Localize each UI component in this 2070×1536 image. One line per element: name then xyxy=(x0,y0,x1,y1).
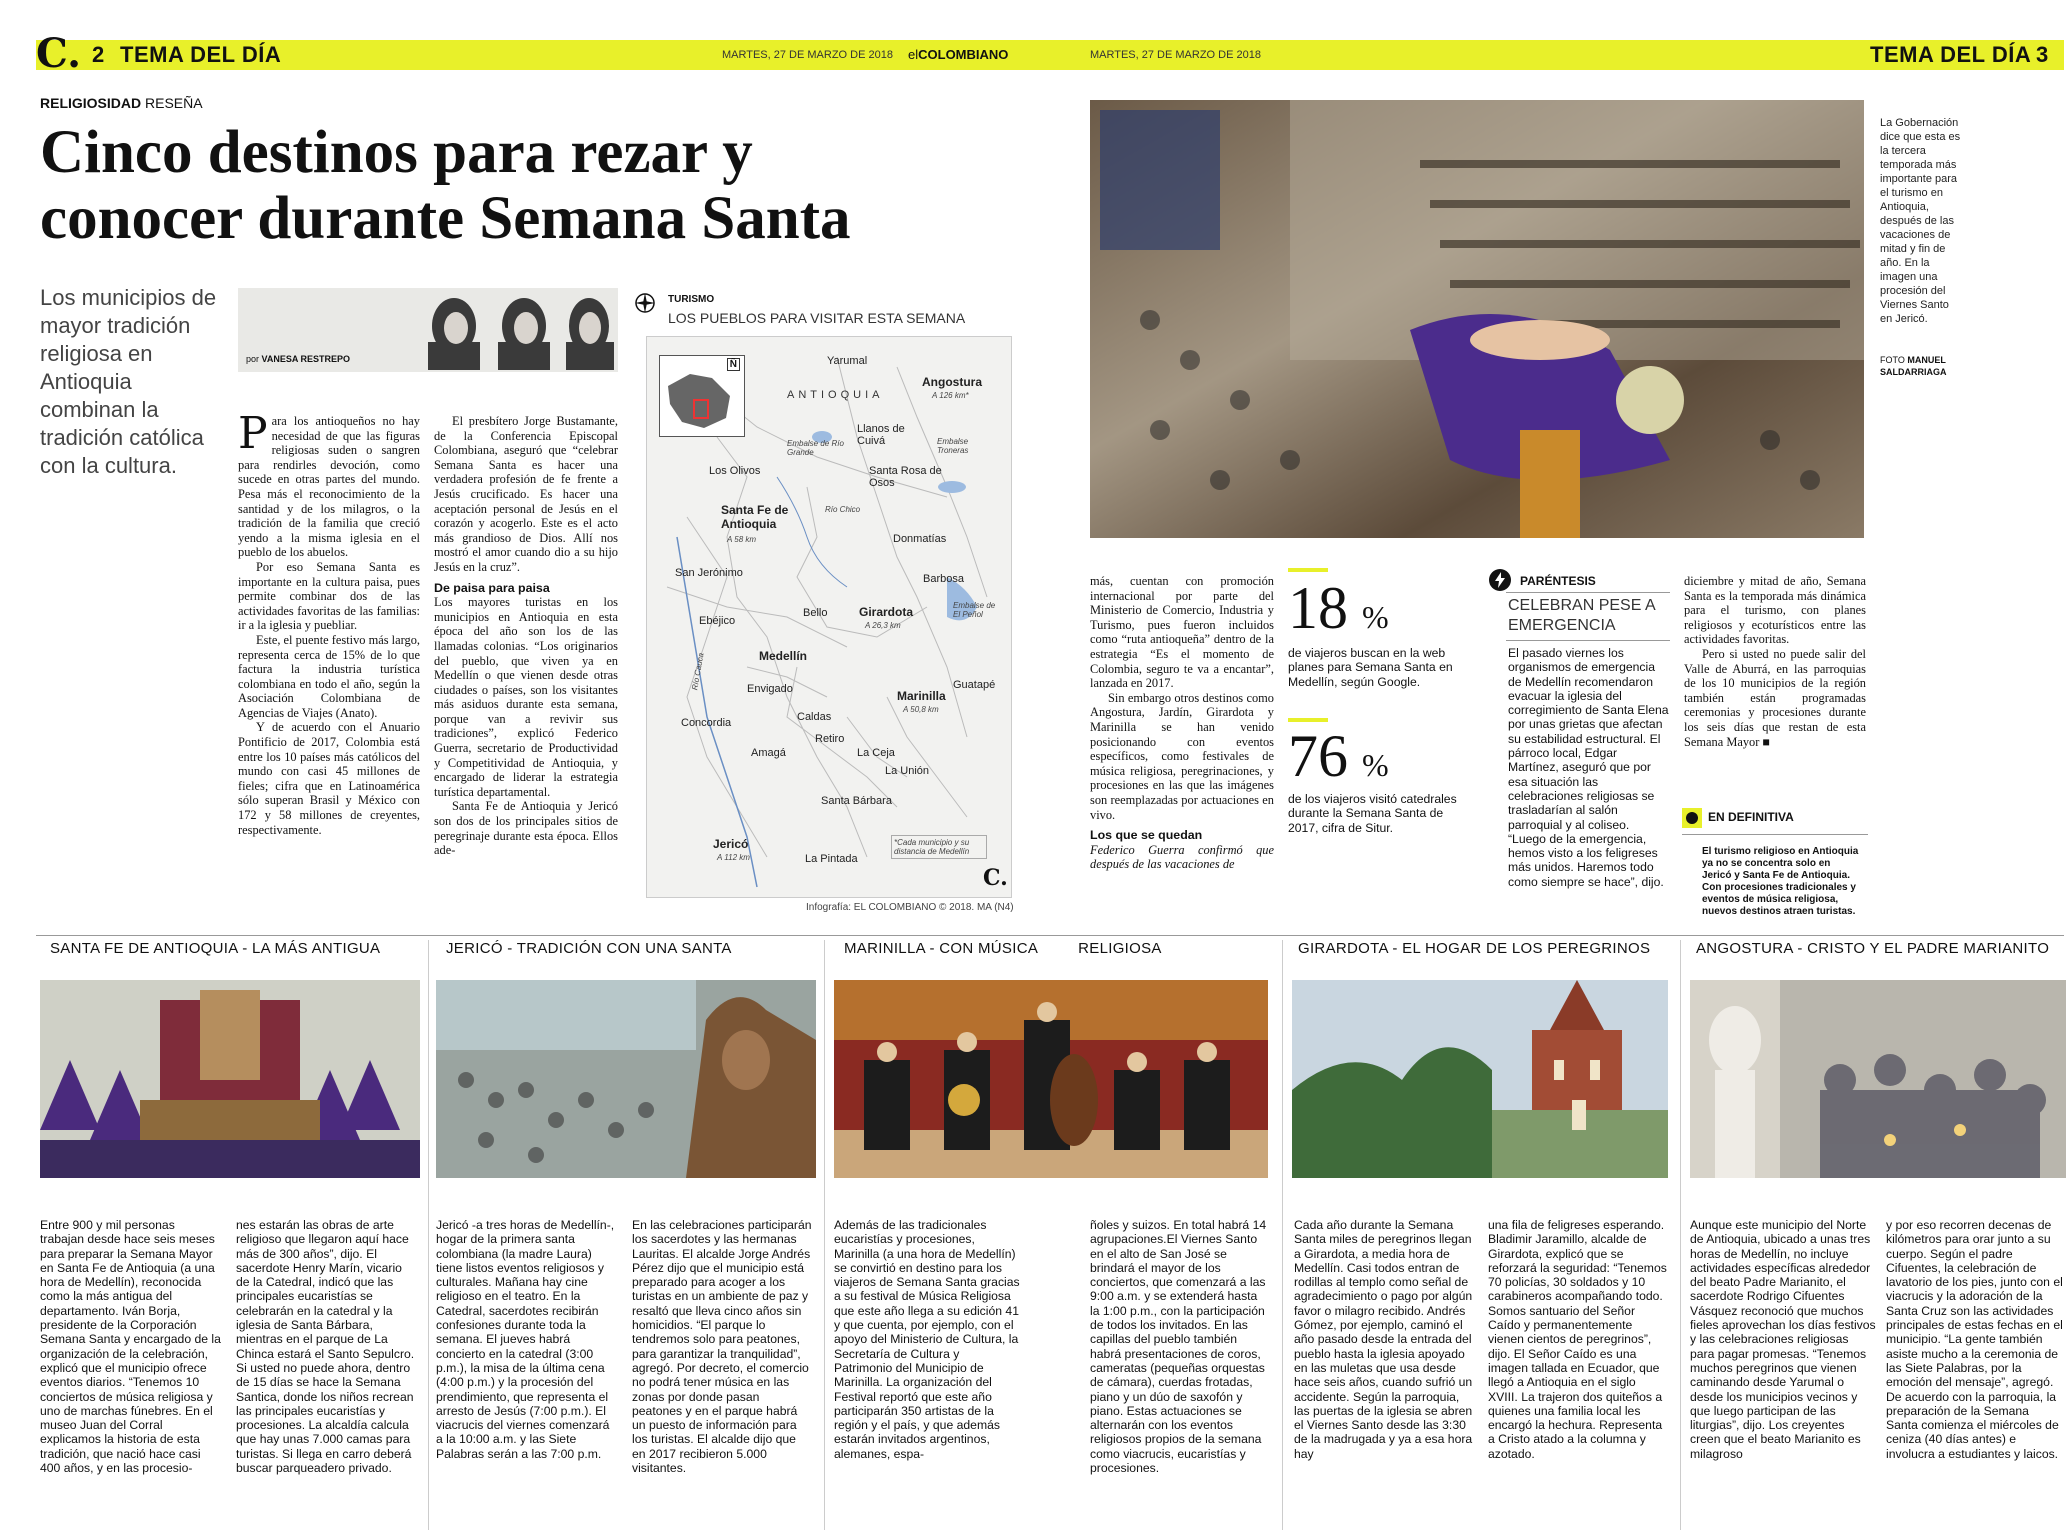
town-santafe: Santa Fe de Antioquia xyxy=(721,503,789,531)
body-column-1: Para los antioqueños no hay necesidad de que las figuras religiosas suden o sangren para rendirles devoción, como sucede en otras partes del mundo. Pesa más el reconocimiento de la santidad y de los milagros, o la tradición de la familia que creció yendo a la misma iglesia en el pueblo de los abuelos. Por eso Semana Santa es importante en la cultura paisa, pues permite combinar dos de las actividades favoritas de las familias: ir a la iglesia y puebliar. Este, el puente festivo más largo, representa cerca de 15% de lo que factura la industria turística colombiana en todo el año, según la Asociación Colombiana de Agencias de Viajes (Anato). Y de acuerdo con el Anuario Pontificio de 2017, Colombia está entre los 10 países más católicos del mundo con casi 45 millones de fieles; cifra que en Latinoamérica sólo superan Brasil y México con 172 y 58 millones de creyentes, respectivamente. xyxy=(238,408,420,837)
author-portraits xyxy=(414,292,614,370)
town-yarumal: Yarumal xyxy=(827,355,868,367)
bottom-title-4: GIRARDOTA - EL HOGAR DE LOS PEREGRINOS xyxy=(1298,940,1651,957)
bottom-text-1a: Entre 900 y mil personas trabajan desde hace seis meses para preparar la Semana Mayor en Santa Fe de Antioquia (a una hora de Medellín), reconocida como la más antigua del departamento. Iván Borja, presidente de la Corporación Semana Santa y encargado de la organización de la celebración, explicó que el municipio ofrece eventos diarios. “Tenemos 10 conciertos de música religiosa y uno de marchas fúnebres. En el museo Juan del Corral explicamos la historia de esta tradición, que nació hace casi 400 años, y en las procesio- xyxy=(40,1218,221,1476)
parentesis-rule xyxy=(1506,592,1670,593)
town-sanjeronimo: San Jerónimo xyxy=(675,567,743,579)
map-title: LOS PUEBLOS PARA VISITAR ESTA SEMANA xyxy=(668,310,966,326)
town-santabarbara: Santa Bárbara xyxy=(821,795,892,807)
bottom-text-3a: Además de las tradicionales eucaristías y procesiones, Marinilla (a una hora de Medellín) se convirtió en destino para los viajeros de Semana Santa gracias a su festival de Música Religiosa que este año llega a su edición 41 y que cuenta, por ejemplo, con el apoyo del Ministerio de Cultura, la Secretaría de Cultura y Patrimonio del Municipio de Marinilla. La organización del Festival reportó que este año participarán 350 artistas de la región y el país, y que además estarán invitados argentinos, alemanes, espa- xyxy=(834,1218,1020,1461)
definitiva-icon xyxy=(1682,808,1702,828)
parentesis-title: CELEBRAN PESE A EMERGENCIA xyxy=(1508,597,1655,634)
town-llanos: Llanos de Cuivá xyxy=(857,423,905,447)
byline-box xyxy=(238,288,618,372)
town-marinilla: Marinilla xyxy=(897,689,946,703)
headline: Cinco destinos para rezar y conocer durante Semana Santa xyxy=(40,119,851,252)
bottom-title-2: JERICÓ - TRADICIÓN CON UNA SANTA xyxy=(446,940,732,957)
byline: por VANESA RESTREPO xyxy=(246,354,351,364)
page-number-right: 3 xyxy=(2036,42,2049,67)
body-column-3: más, cuentan con promoción internacional por parte del Ministerio de Comercio, Industria y Turismo, pues fueron incluidos como “ruta antioqueña” dentro de la estrategia “Es el momento de Colombia, seguro te va a encantar”, lanzada en 2017. Sin embargo otros destinos como Angostura, Jardín, Girardota y Marinilla se han venido posicionando con eventos específicos, como festivales de música religiosa, peregrinaciones, y procesiones en las que las imágenes son reemplazadas por actuaciones en vivo. Los que se quedan Federico Guerra confirmó que después de las vacaciones de xyxy=(1090,574,1274,872)
bottom-text-5b: y por eso recorren decenas de kilómetros para orar junto a su cuerpo. Según el padre Cifuentes, la celebración de lavatorio de los pies, junto con el viacrucis y la adoración de la Santa Cruz son las actividades principales de estas fechas en el municipio. “La gente también asiste mucho a la ceremonia de las Siete Palabras, por la emoción del mensaje”, agregó. De acuerdo con la parroquia, la preparación de la Semana Santa comienza el miércoles de ceniza (40 días antes) e involucra a estudiantes y laicos. xyxy=(1886,1218,2063,1461)
bottom-divider xyxy=(36,935,2064,936)
inset-compass: Ñ xyxy=(727,358,740,371)
bottom-rule-3 xyxy=(1282,940,1283,1530)
map-note: *Cada municipio y su distancia de Medellín xyxy=(891,835,987,859)
town-amaga: Amagá xyxy=(751,747,786,759)
town-caldas: Caldas xyxy=(797,711,832,723)
dist-girardota: A 26,3 km xyxy=(865,621,901,630)
dist-jerico: A 112 km xyxy=(717,853,750,862)
map-credit: Infografía: EL COLOMBIANO © 2018. MA (N4) xyxy=(806,902,1014,913)
bottom-title-1: SANTA FE DE ANTIOQUIA - LA MÁS ANTIGUA xyxy=(50,940,381,957)
inset-map xyxy=(659,355,745,437)
bottom-text-1b: nes estarán las obras de arte religioso que llegaron aquí hace más de 300 años”, dijo. El sacerdote Henry Marín, vicario de la Catedral, indicó que las principales eucaristías se celebrarán en la catedral y la iglesia de Santa Bárbara, mientras en el parque de La Chinca estará el Santo Sepulcro. Si usted no puede ahora, dentro de 15 días se hace la Semana Santica, donde los niños recrean las principales eucaristías y procesiones. La alcaldía calcula que hay unas 7.000 camas para turistas. Si llega en carro deberá buscar parqueadero privado. xyxy=(236,1218,415,1476)
logo-left: C. xyxy=(36,30,82,77)
parentesis-text: El pasado viernes los organismos de emergencia de Medellín recomendaron evacuar la iglesia del corregimiento de Santa Elena por unas grietas que afectan su estabilidad estructural. El párroco local, Edgar Martínez, aseguró que por esa situación las celebraciones religiosas se trasladarían al salón parroquial y al coliseo. “Luego de la emergencia, hemos visto a los feligreses más unidos. Haremos todo como siempre se hace”, dijo. xyxy=(1508,646,1669,889)
date-left: MARTES, 27 DE MARZO DE 2018 xyxy=(722,49,893,61)
section-title-left: TEMA DEL DÍA xyxy=(120,42,282,67)
river-cauca: Río Cauca xyxy=(690,652,706,691)
stat-text-2: de los viajeros visitó catedrales durante la Semana Santa de 2017, cifra de Situr. xyxy=(1288,792,1457,835)
main-photo xyxy=(1090,100,1864,538)
header-bar xyxy=(36,40,2064,70)
dropcap: P xyxy=(238,408,268,459)
town-lapintada: La Pintada xyxy=(805,853,858,865)
map xyxy=(646,336,1012,898)
town-angostura: Angostura xyxy=(922,375,982,389)
paper-name: elCOLOMBIANO xyxy=(908,47,1009,62)
parentesis-rule-2 xyxy=(1506,640,1670,641)
bottom-rule-4 xyxy=(1680,940,1681,1530)
town-bello: Bello xyxy=(803,607,828,619)
bottom-text-4a: Cada año durante la Semana Santa miles de peregrinos llegan a Girardota, a media hora de Medellín. Casi todos entran de rodillas al templo como señal de agradecimiento o pago por algún favor o milagro recibido. Andrés Gómez, por ejemplo, caminó el año pasado desde la entrada del pueblo hasta la iglesia apoyado en las muletas que usa desde hace seis años, cuando sufrió un accidente. Según la parroquia, las puertas de la iglesia se abren el Viernes Santo desde las 3:30 de la madrugada y ya a esa hora hay xyxy=(1294,1218,1473,1461)
town-barbosa: Barbosa xyxy=(923,573,964,585)
dist-angostura: A 126 km* xyxy=(932,391,969,400)
town-olivos: Los Olivos xyxy=(709,465,761,477)
bottom-text-3b: ñoles y suizos. En total habrá 14 agrupaciones.El Viernes Santo en el alto de San José se brindará el mayor de los conciertos, que comenzará a las 9:00 a.m. y se extenderá hasta la 1:00 p.m., con la participación de todos los invitados. En las capillas del pueblo también habrá presentaciones de coros, cameratas (pequeñas orquestas de cámara), cuerdas frotadas, piano y un dúo de saxofón y piano. Estas actuaciones se alternarán con los eventos religiosos propios de la semana como viacrucis, eucaristías y procesiones. xyxy=(1090,1218,1267,1476)
town-laceja: La Ceja xyxy=(857,747,895,759)
body-column-4: diciembre y mitad de año, Semana Santa es la temporada más dinámica para el turismo, con planes religiosos y ecoturísticos entre las actividades favoritas. Pero si usted no puede salir del Valle de Aburrá, en las parroquias de los 10 municipios de la región también están programadas ceremonias y procesiones durante los seis días que restan de esta Semana Mayor ■ xyxy=(1684,574,1866,749)
town-envigado: Envigado xyxy=(747,683,793,695)
river-chico: Río Chico xyxy=(825,505,861,514)
bottom-title-3: MARINILLA - CON MÚSICA RELIGIOSA xyxy=(844,940,1162,957)
bottom-text-2b: En las celebraciones participarán los sacerdotes y las hermanas Lauritas. El alcalde Jorge Andrés Pérez dijo que el municipio está preparado para acoger a los turistas en un ambiente de paz y resaltó que lleva cinco años sin homicidios. “El parque lo tendremos solo para peatones, para garantizar la tranquilidad”, agregó. Por decreto, el comercio no podrá tener música en las zonas por donde pasan peatones y en el parque habrá un puesto de información para los turistas. El alcalde dijo que en 2017 recibieron 5.000 visitantes. xyxy=(632,1218,812,1476)
definitiva-text: El turismo religioso en Antioquia ya no se concentra solo en Jericó y Santa Fe de Antioquia. Con procesiones tradicionales y eventos de música religiosa, nuevos destinos atraen turistas. xyxy=(1702,846,1859,917)
photo-angostura xyxy=(1690,980,2066,1178)
map-region: ANTIOQUIA xyxy=(787,389,884,401)
photo-marinilla xyxy=(834,980,1268,1178)
page-number-left: 2 xyxy=(92,42,105,67)
town-medellin: Medellín xyxy=(759,649,808,663)
embalse-riogrande: Embalse de Río Grande xyxy=(787,439,844,457)
bottom-text-4b: una fila de feligreses esperando. Bladimir Jaramillo, alcalde de Girardota, explicó que se reforzará la seguridad: “Tenemos 70 policías, 30 soldados y 10 carabineros acompañando todo. Somos santuario del Señor Caído y permanentemente vienen cientos de peregrinos”, dijo. El Señor Caído es una imagen tallada en Ecuador, que llegó a Antioquia en el siglo XVIII. La trajeron dos quiteños a quienes una familia local les encargó la hechura. Representa a Cristo atado a la columna y azotado. xyxy=(1488,1218,1667,1461)
map-label: TURISMO xyxy=(668,294,715,305)
definitiva-label: EN DEFINITIVA xyxy=(1708,810,1794,824)
town-girardota: Girardota xyxy=(859,605,914,619)
town-guatape: Guatapé xyxy=(953,679,996,691)
stat-value-1: 18 % xyxy=(1288,575,1389,641)
main-photo-credit: FOTO MANUEL SALDARRIAGA xyxy=(1880,355,1947,377)
bottom-rule-2 xyxy=(824,940,825,1530)
photo-santafe xyxy=(40,980,420,1178)
parentesis-label: PARÉNTESIS xyxy=(1520,574,1596,588)
stat-value-2: 76 % xyxy=(1288,723,1389,789)
stat-rule-2 xyxy=(1288,718,1328,722)
bottom-rule-1 xyxy=(428,940,429,1530)
lightning-icon xyxy=(1488,568,1512,592)
compass-icon xyxy=(634,292,656,314)
photo-jerico xyxy=(436,980,816,1178)
definitiva-rule xyxy=(1682,834,1868,835)
town-jerico: Jericó xyxy=(713,837,749,851)
stat-rule-1 xyxy=(1288,568,1328,572)
body-column-2: El presbítero Jorge Bustamante, de la Conferencia Episcopal Colombiana, aseguró que “celebrar Semana Santa es hacer una verdadera profesión de fe frente a Jesús crucificado. Es hacer una aceptación personal de Jesús en el corazón y acogerlo. Este es el acto más grandioso de Dios. Allí nos mostró el amor cuando dio a su hijo Jesús en la cruz”. De paisa para paisa Los mayores turistas en los municipios en Antioquia en esta época del año son los de las llamadas colonias. “Los originarios del pueblo, que viven ya en Medellín o que vienen desde otras ciudades o países, son los visitantes más asiduos durante esta semana, porque van a revivir sus tradiciones”, explicó Federico Guerra, secretario de Productividad y Competitividad de Antioquia, y encargado de liderar la estrategia turística departamental. Santa Fe de Antioquia y Jericó son dos de los principales sitios de peregrinaje durante esta época. Ellos ade- xyxy=(434,414,618,858)
map-logo: C. xyxy=(983,865,1008,891)
section-title-right: TEMA DEL DÍA xyxy=(1870,42,2032,67)
kicker: RELIGIOSIDAD RESEÑA xyxy=(40,95,203,111)
photo-girardota xyxy=(1292,980,1668,1178)
bottom-text-5a: Aunque este municipio del Norte de Antioquia, ubicado a unas tres horas de Medellín, no incluye actividades específicas alrededor del beato Padre Marianito, el sacerdote Rodrigo Cifuentes Vásquez reconoció que muchos fieles aprovechan los días festivos y las celebraciones religiosas para pagar promesas. “Tenemos muchos peregrinos que vienen caminando desde Yarumal o desde los municipios vecinos y que luego participan de las liturgias”, dijo. Los creyentes creen que el beato Marianito es milagroso xyxy=(1690,1218,1876,1461)
town-launion: La Unión xyxy=(885,765,930,777)
town-donmatias: Donmatías xyxy=(893,533,947,545)
town-santarosa: Santa Rosa de Osos xyxy=(869,465,942,489)
main-photo-caption: La Gobernación dice que esta es la tercera temporada más importante para el turismo en Antioquia, después de las vacaciones de mitad y fin de año. En la imagen una procesión del Viernes Santo en Jericó. xyxy=(1880,117,1961,325)
bottom-title-5: ANGOSTURA - CRISTO Y EL PADRE MARIANITO xyxy=(1696,940,2050,957)
town-concordia: Concordia xyxy=(681,717,732,729)
deck: Los municipios de mayor tradición religiosa en Antioquia combinan la tradición católica con la cultura. xyxy=(40,285,217,478)
town-retiro: Retiro xyxy=(815,733,845,745)
bottom-text-2a: Jericó -a tres horas de Medellín-, hogar de la primera santa colombiana (la madre Laura) tiene listos eventos religiosos y culturales. Mañana hay cine religioso en el teatro. En la Catedral, sacerdotes recibirán confesiones durante toda la semana. El jueves habrá concierto en la catedral (3:00 p.m.), la misa de la última cena (4:00 p.m.) y la procesión del prendimiento, que representa el arresto de Jesús (7:00 p.m.). El viacrucis del viernes comenzará a la 10:00 a.m. y las Siete Palabras serán a las 7:00 p.m. xyxy=(436,1218,615,1461)
dist-marinilla: A 50,8 km xyxy=(903,705,939,714)
dist-santafe: A 58 km xyxy=(727,535,757,544)
stat-text-1: de viajeros buscan en la web planes para Semana Santa en Medellín, según Google. xyxy=(1288,646,1453,689)
town-ebejico: Ebéjico xyxy=(699,615,736,627)
embalse-troneras: Embalse Troneras xyxy=(937,437,969,455)
date-right: MARTES, 27 DE MARZO DE 2018 xyxy=(1090,49,1261,61)
embalse-penol: Embalse de El Peñol xyxy=(953,601,996,619)
